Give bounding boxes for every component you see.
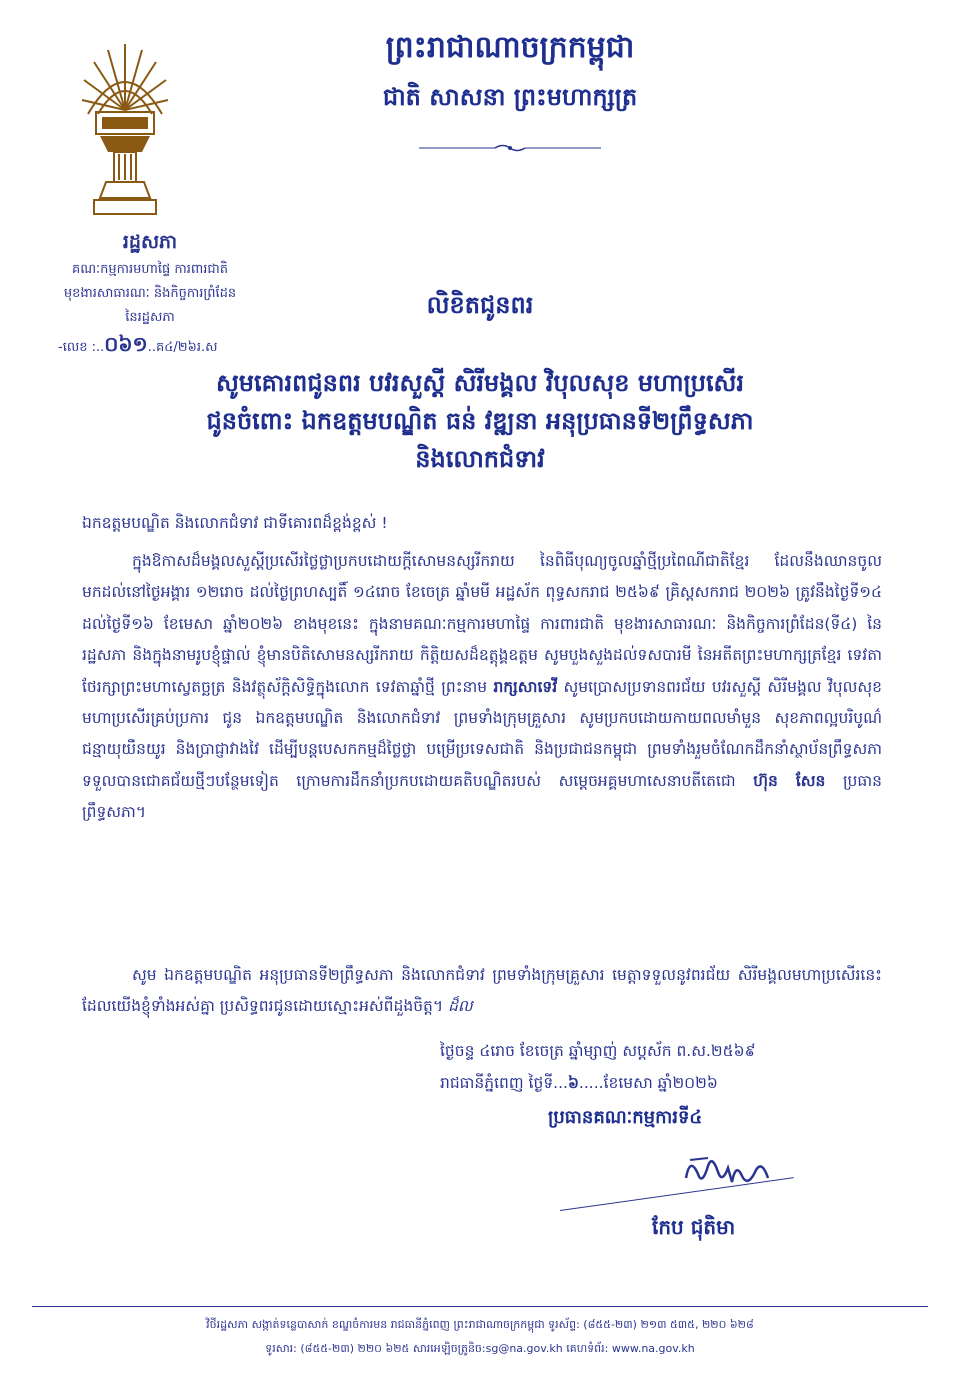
salutation: ឯកឧត្តមបណ្ឌិត និងលោកជំទាវ ជាទីគោរពដ៏ខ្ពង់ខ្ពស់ ! bbox=[82, 514, 388, 532]
sender-line-3: នៃរដ្ឋសភា bbox=[125, 310, 175, 325]
handwritten-initials: ដ៏ល bbox=[448, 997, 473, 1016]
paragraph-2-text: សូម ឯកឧត្តមបណ្ឌិត អនុប្រធានទី២ព្រឹទ្ធសភា និងលោកជំទាវ ព្រមទាំងក្រុមគ្រួសារ មេត្តាទទួលនូវពរជ័យ សិរីមង្គលមហាប្រសើរនេះ ដែលយើងខ្ញុំទាំងអស់គ្នា ប្រសិទ្ធពរជូនដោយស្មោះអស់ពីដួងចិត្ត។ bbox=[82, 966, 882, 1016]
ornament-divider-icon bbox=[415, 138, 605, 148]
sender-line-1: គណៈកម្មការមហាផ្ទៃ ការពារជាតិ bbox=[72, 262, 228, 277]
handwritten-signature-icon bbox=[678, 1148, 778, 1196]
solar-date-day: ៦ bbox=[567, 1074, 579, 1092]
paragraph-1-part-c: ប្រធានព្រឹទ្ធសភា។ bbox=[82, 771, 882, 822]
heading-line-3: និងលោកជំទាវ bbox=[415, 445, 545, 473]
heading-line-1: សូមគោរពជូនពរ បវរសួស្តី សិរីមង្គល វិបុលសុខ មហាប្រសើរ bbox=[215, 369, 745, 397]
document-title: លិខិតជូនពរ bbox=[426, 291, 534, 319]
solar-date-prefix: រាជធានីភ្នំពេញ ថ្ងៃទី bbox=[440, 1074, 554, 1092]
solar-date-suffix: ខែមេសា ឆ្នាំ២០២៦ bbox=[603, 1074, 718, 1092]
ref-suffix: គ៤/២៦រ.ស bbox=[155, 340, 218, 355]
paragraph-1-part-a: ក្នុងឱកាសដ៏មង្គលសួស្តីប្រសើរថ្លៃថ្លាប្រកបដោយក្តីសោមនស្សរីករាយ នៃពិធីបុណ្យចូលឆ្នាំថ្មីប្រពៃណីជាតិខ្មែរ ដែលនឹងឈានចូលមកដល់នៅថ្ងៃអង្គារ ១២រោច ដល់ថ្ងៃព្រហស្បតិ៍ ១៤រោច ខែចេត្រ ឆ្នាំមមី អដ្ឋស័ក ពុទ្ធសករាជ ២៥៦៩ គ្រិស្តសករាជ ២០២៦ ត្រូវនឹងថ្ងៃទី១៤ ដល់ថ្ងៃទី១៦ ខែមេសា ឆ្នាំ២០២៦ ខាងមុខនេះ ក្នុងនាមគណៈកម្មការមហាផ្ទៃ ការពារជាតិ មុខងារសាធារណៈ និងកិច្ចការព្រំដែន(ទី៤) នៃរដ្ឋសភា និងក្នុងនាមរូបខ្ញុំផ្ទាល់ ខ្ញុំមានបិតិសោមនស្សរីករាយ កិត្តិយសដ៏ឧត្តុង្គឧត្តម សូមបួងសួងដល់ទសបារមី នៃអតីតព្រះមហាក្សត្រខ្មែរ ទេវតាថែរក្សាព្រះមហាស្វេតច្ឆត្រ និងវត្ថុស័ក្តិសិទ្ធិក្នុងលោក ទេវតាឆ្នាំថ្មី ព្រះនាម bbox=[82, 552, 882, 696]
footer-address: វិថីរដ្ឋសភា សង្កាត់ទន្លេបាសាក់ ខណ្ឌចំការមន រាជធានីភ្នំពេញ ព្រះរាជាណាចក្រកម្ពុជា ទូរស័ព្ទ: (៨៥៥-២៣) ២១៣ ៥៣៥, ២២០ ៦២៨ bbox=[206, 1318, 754, 1331]
national-assembly-emblem-icon bbox=[78, 40, 172, 218]
paragraph-1 bbox=[82, 546, 882, 829]
signatory-name: កែប ជុតិមា bbox=[652, 1215, 736, 1239]
lunar-date: ថ្ងៃចន្ទ ៤រោច ខែចេត្រ ឆ្នាំម្សាញ់ សប្តស័ក ព.ស.២៥៦៩ bbox=[440, 1042, 756, 1060]
paragraph-1-part-b: សូមប្រោសប្រទានពរជ័យ បវរសួស្តី សិរីមង្គល វិបុលសុខ មហាប្រសើរគ្រប់ប្រការ ជូន ឯកឧត្តមបណ្ឌិត និងលោកជំទាវ ព្រមទាំងក្រុមគ្រួសារ សូមប្រកបដោយកាយពលមាំមួន សុខភាពល្អបរិបូណ៌ ជន្មាយុយឺនយូរ និងប្រាជ្ញាវាងវៃ ដើម្បីបន្តបេសកកម្មដ៏ថ្លៃថ្លា បម្រើប្រទេសជាតិ និងប្រជាជនកម្ពុជា ព្រមទាំងរួមចំណែកដឹកនាំស្ថាប័នព្រឹទ្ធសភាទទួលបានជោគជ័យថ្មីៗបន្ថែមទៀត ក្រោមការដឹកនាំប្រកបដោយគតិបណ្ឌិតរបស់ សម្តេចអគ្គមហាសេនាបតីតេជោ bbox=[82, 677, 883, 790]
ref-number: ០៦១ bbox=[104, 332, 148, 356]
footer-divider bbox=[32, 1306, 928, 1307]
national-motto: ជាតិ សាសនា ព្រះមហាក្សត្រ bbox=[382, 83, 638, 111]
footer-contact: ទូរសារ: (៨៥៥-២៣) ២២០ ៦២៥ សារអេឡិចត្រូនិច:sg@na.gov.kh គេហទំព័រ: www.na.gov.kh bbox=[265, 1342, 695, 1355]
sender-block bbox=[40, 230, 260, 330]
sender-line-2: មុខងារសាធារណៈ និងកិច្ចការព្រំដែន bbox=[63, 286, 237, 301]
senate-president-name: ហ៊ុន សែន bbox=[753, 771, 826, 790]
solar-date: រាជធានីភ្នំពេញ ថ្ងៃទី...៦.....ខែមេសា ឆ្នាំ២០២៦ bbox=[440, 1074, 718, 1092]
ref-prefix: -លេខ : bbox=[58, 340, 96, 355]
sender-org: រដ្ឋសភា bbox=[122, 231, 178, 253]
kingdom-title: ព្រះរាជាណាចក្រកម្ពុជា bbox=[385, 30, 635, 65]
deity-name: រាក្សសាទេវី bbox=[493, 677, 558, 696]
paragraph-2 bbox=[82, 960, 882, 1023]
reference-number: -លេខ :..០៦១..គ៤/២៦រ.ស bbox=[58, 332, 218, 356]
heading-line-2: ជូនចំពោះ ឯកឧត្តមបណ្ឌិត ធន់ វឌ្ឍនា អនុប្រធានទី២ព្រឹទ្ធសភា bbox=[206, 407, 754, 435]
signatory-title: ប្រធានគណៈកម្មការទី៤ bbox=[548, 1107, 703, 1128]
